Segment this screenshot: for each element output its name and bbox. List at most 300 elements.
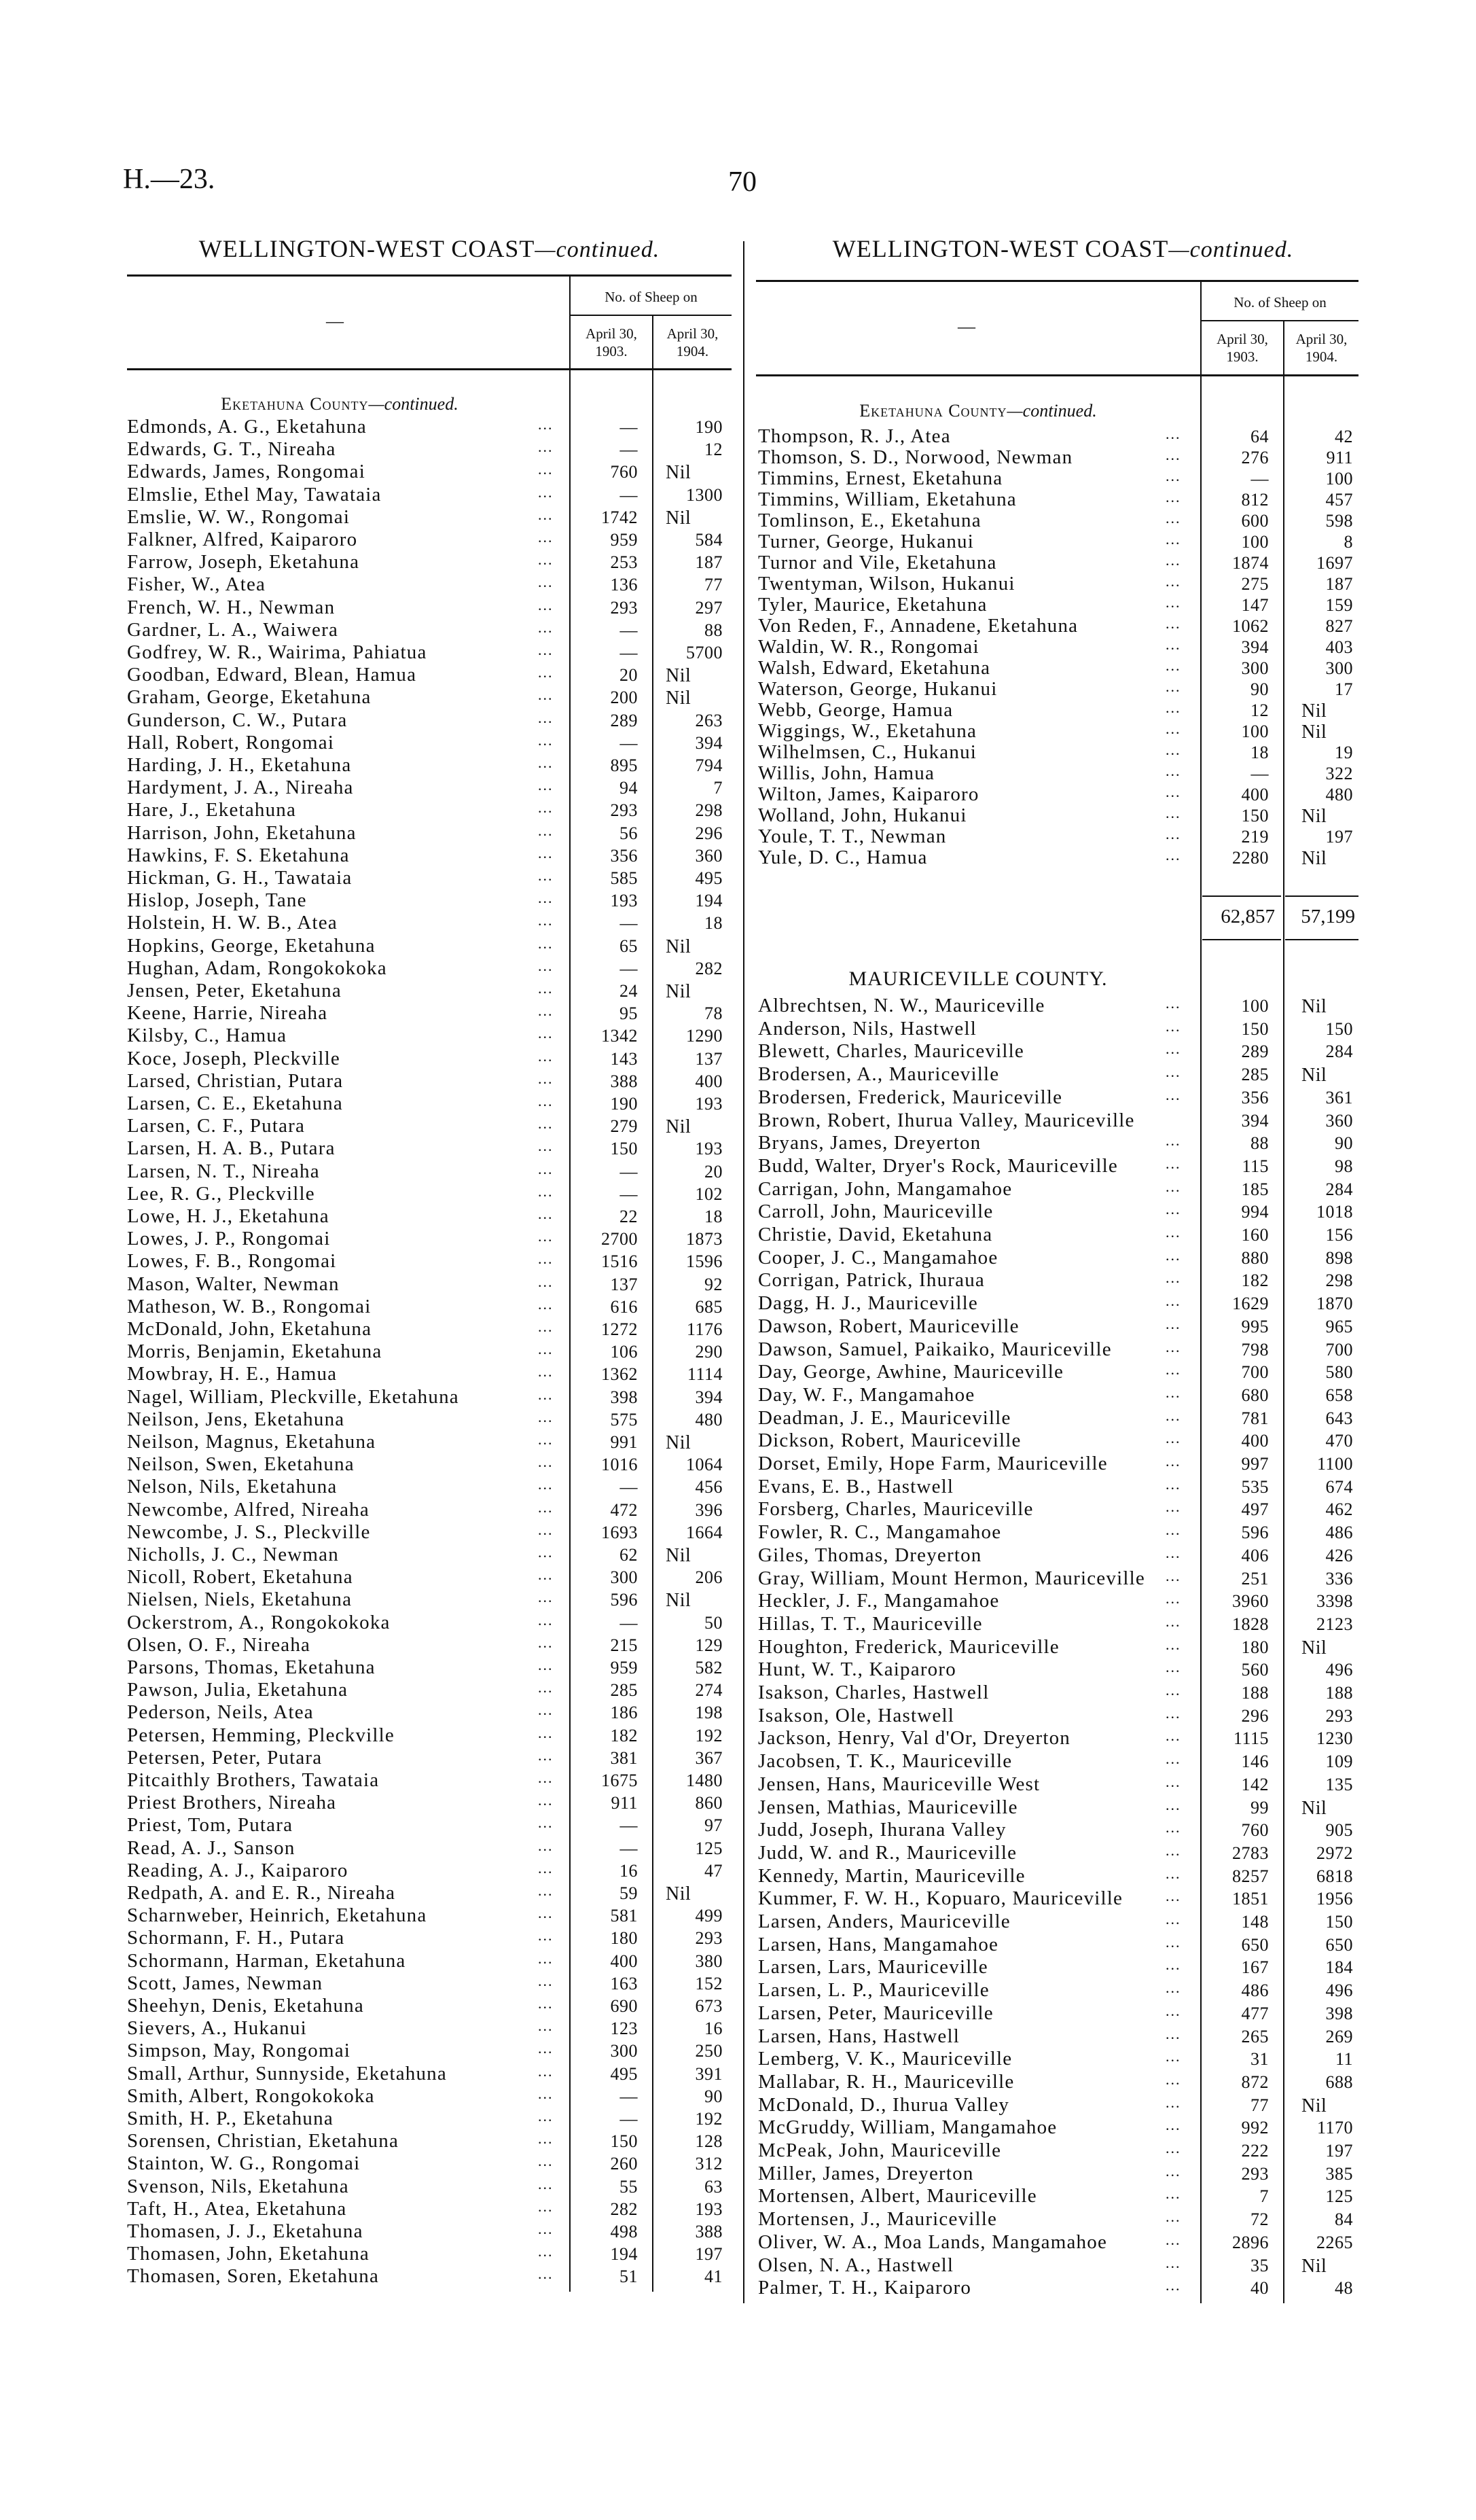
sheep-1904: 860: [695, 1793, 723, 1813]
sheep-1903: 994: [1241, 1202, 1269, 1222]
sheep-1904: 150: [1325, 1912, 1353, 1932]
sheep-1904: 426: [1325, 1545, 1353, 1565]
group-rule: [569, 315, 732, 316]
group-rule: [1200, 320, 1358, 321]
owner-name: Wilton, James, Kaiparoro: [758, 783, 979, 805]
leader-dots: ...: [538, 1814, 554, 1832]
leader-dots: ...: [1166, 804, 1181, 821]
sheep-1904: 1697: [1316, 553, 1353, 573]
sheep-1903: —: [619, 958, 638, 978]
sheep-1903: 180: [610, 1928, 638, 1949]
sheep-1904: 582: [695, 1658, 723, 1678]
owner-name: Houghton, Frederick, Mauriceville: [758, 1635, 1060, 1658]
sheep-1904: 274: [695, 1680, 723, 1701]
owner-name: Larsen, Hans, Mangamahoe: [758, 1933, 999, 1955]
title-suffix: —continued.: [1168, 237, 1294, 262]
total-1903: 62,857: [1221, 906, 1275, 927]
owner-name: Giles, Thomas, Dreyerton: [758, 1544, 982, 1566]
sheep-1903: 194: [610, 2244, 638, 2265]
leader-dots: ...: [1166, 594, 1181, 611]
leader-dots: ...: [538, 1656, 554, 1673]
leader-dots: ...: [538, 2084, 554, 2102]
owner-name: Jensen, Mathias, Mauriceville: [758, 1796, 1018, 1818]
sheep-1903: 219: [1241, 827, 1269, 847]
leader-dots: ...: [1166, 1040, 1181, 1058]
sheep-1903: 51: [619, 2267, 638, 2287]
sheep-1904: 480: [1325, 785, 1353, 804]
leader-dots: ...: [1166, 657, 1181, 674]
sheep-1903: 781: [1241, 1408, 1269, 1428]
owner-name: McDonald, D., Ihurua Valley: [758, 2093, 1010, 2116]
sheep-1903: 40: [1250, 2278, 1269, 2299]
owner-name: Anderson, Nils, Hastwell: [758, 1017, 977, 1040]
sheep-1904: 90: [704, 2086, 723, 2106]
owner-name: Dagg, H. J., Mauriceville: [758, 1292, 978, 1315]
leader-dots: ...: [1166, 1063, 1181, 1081]
sheep-1903: 872: [1241, 2072, 1269, 2092]
sheep-1903: 65: [619, 936, 638, 956]
owner-name: Dawson, Robert, Mauriceville: [758, 1315, 1020, 1337]
sheep-1903: 486: [1241, 1981, 1269, 2001]
sheep-1903: 1675: [601, 1771, 638, 1790]
sheep-1903: 95: [619, 1004, 638, 1024]
sheep-1904: 77: [704, 575, 723, 595]
sheep-1903: 293: [610, 597, 638, 618]
col-header-line: April 30,: [1295, 331, 1348, 347]
sheep-1904: 496: [1325, 1660, 1353, 1680]
leader-dots: ...: [1166, 1475, 1181, 1493]
owner-name: Ockerstrom, A., Rongokokoka: [127, 1611, 391, 1633]
leader-dots: ...: [1166, 2093, 1181, 2111]
owner-name: Schormann, F. H., Putara: [127, 1927, 345, 1949]
sheep-1904: 658: [1325, 1385, 1353, 1405]
sheep-1903: 1342: [601, 1026, 638, 1046]
leader-dots: ...: [1166, 1911, 1181, 1928]
owner-name: Lowe, H. J., Eketahuna: [127, 1205, 329, 1227]
sheep-1904: 129: [695, 1635, 723, 1655]
leader-dots: ...: [538, 1882, 554, 1899]
owner-name: Dickson, Robert, Mauriceville: [758, 1430, 1022, 1452]
leader-dots: ...: [1166, 1841, 1181, 1859]
owner-name: Von Reden, F., Annadene, Eketahuna: [758, 615, 1079, 637]
sheep-1904: Nil: [666, 936, 691, 957]
sheep-1903: 285: [610, 1680, 638, 1701]
sheep-1904: Nil: [666, 507, 691, 529]
owner-name: Dorset, Emily, Hope Farm, Mauriceville: [758, 1453, 1108, 1474]
sheep-1903: 400: [1241, 1431, 1269, 1451]
sheep-1904: 102: [695, 1184, 723, 1204]
leader-dots: ...: [1166, 762, 1181, 779]
sheep-1903: 300: [1241, 658, 1269, 678]
owner-name: Webb, George, Hamua: [758, 699, 954, 721]
owner-name: Tyler, Maurice, Eketahuna: [758, 594, 988, 616]
owner-name: Carrigan, John, Mangamahoe: [758, 1177, 1013, 1200]
sheep-1903: 560: [1241, 1660, 1269, 1680]
sheep-1904: 1170: [1316, 2118, 1353, 2138]
owner-name: McDonald, John, Eketahuna: [127, 1318, 372, 1340]
owner-name: Lee, R. G., Pleckville: [127, 1182, 315, 1205]
sheep-1903: 275: [1241, 574, 1269, 594]
sheep-1903: 123: [610, 2019, 638, 2039]
leader-dots: ...: [1166, 2254, 1181, 2271]
leader-dots: ...: [538, 1836, 554, 1854]
leader-dots: ...: [538, 461, 554, 478]
sheep-1903: 296: [1241, 1705, 1269, 1726]
sheep-1903: 356: [610, 845, 638, 866]
sheep-1904: Nil: [1301, 1797, 1327, 1819]
leader-dots: ...: [1166, 741, 1181, 758]
owner-name: Larsen, Anders, Mauriceville: [758, 1911, 1011, 1932]
leader-dots: ...: [1166, 636, 1181, 653]
sheep-1903: 997: [1241, 1454, 1269, 1474]
sheep-1903: 150: [610, 2131, 638, 2152]
sheep-1904: Nil: [1301, 2255, 1327, 2277]
leader-dots: ...: [1166, 1704, 1181, 1722]
owner-name: Judd, Joseph, Ihurana Valley: [758, 1819, 1007, 1841]
sheep-1903: 16: [619, 1860, 638, 1881]
leader-dots: ...: [538, 2108, 554, 2125]
owner-name: Smith, H. P., Eketahuna: [127, 2108, 334, 2129]
sheep-1904: 125: [1325, 2186, 1353, 2207]
sheep-1903: 143: [610, 1048, 638, 1069]
total-rule-bottom: [1285, 939, 1358, 940]
sheep-1904: 1290: [686, 1026, 723, 1046]
name-column-header: —: [958, 317, 975, 336]
owner-name: McGruddy, William, Mangamahoe: [758, 2116, 1058, 2139]
owner-name: Hopkins, George, Eketahuna: [127, 934, 376, 957]
sheep-1903: 182: [1241, 1271, 1269, 1291]
sheep-1903: 356: [1241, 1087, 1269, 1107]
sheep-1904: 11: [1335, 2049, 1353, 2070]
sheep-1903: 760: [1241, 1820, 1269, 1841]
sheep-1904: 263: [695, 710, 723, 730]
leader-dots: ...: [1166, 1269, 1181, 1287]
leader-dots: ...: [1166, 1430, 1181, 1447]
sheep-1904: 184: [1325, 1957, 1353, 1978]
owner-name: Gardner, L. A., Waiwera: [127, 618, 339, 641]
leader-dots: ...: [538, 686, 554, 704]
leader-dots: ...: [538, 799, 554, 817]
owner-name: Edwards, G. T., Nireaha: [127, 438, 336, 461]
sheep-1903: 1016: [601, 1455, 638, 1475]
sheep-1904: 92: [704, 1274, 723, 1294]
leader-dots: ...: [1166, 1177, 1181, 1195]
owner-name: Willis, John, Hamua: [758, 762, 935, 784]
sheep-1904: 1873: [686, 1229, 723, 1249]
owner-name: Keene, Harrie, Nireaha: [127, 1002, 328, 1025]
sheep-1904: 300: [1325, 658, 1353, 678]
leader-dots: ...: [538, 1069, 554, 1087]
sheep-count-group-header: No. of Sheep on: [605, 289, 698, 305]
owner-name: Neilson, Swen, Eketahuna: [127, 1453, 355, 1476]
sheep-1904: 187: [695, 552, 723, 573]
leader-dots: ...: [1166, 847, 1181, 864]
leader-dots: ...: [538, 1476, 554, 1493]
leader-dots: ...: [538, 1679, 554, 1697]
sheep-1903: 650: [1241, 1934, 1269, 1955]
leader-dots: ...: [538, 641, 554, 658]
sheep-1904: 128: [695, 2131, 723, 2152]
leader-dots: ...: [1166, 826, 1181, 842]
sheep-1904: 495: [695, 868, 723, 888]
sheep-1904: 580: [1325, 1362, 1353, 1383]
owner-name: Jackson, Henry, Val d'Or, Dreyerton: [758, 1727, 1071, 1750]
owner-name: Larsen, C. F., Putara: [127, 1115, 306, 1137]
sheep-1903: 1115: [1233, 1728, 1269, 1749]
owner-name: Twentyman, Wilson, Hukanui: [758, 573, 1015, 594]
owner-name: Hall, Robert, Rongomai: [127, 731, 335, 753]
leader-dots: ...: [1166, 2025, 1181, 2042]
sheep-1903: 575: [610, 1409, 638, 1430]
sheep-1903: 190: [610, 1094, 638, 1114]
owner-name: Scott, James, Newman: [127, 1972, 323, 1994]
sheep-1904: Nil: [666, 981, 691, 1002]
owner-name: Larsen, N. T., Nireaha: [127, 1160, 320, 1182]
sheep-1904: 187: [1325, 574, 1353, 594]
leader-dots: ...: [538, 2040, 554, 2057]
sheep-1904: 336: [1325, 1568, 1353, 1589]
owner-name: Day, W. F., Mangamahoe: [758, 1383, 975, 1406]
leader-dots: ...: [538, 731, 554, 749]
leader-dots: ...: [1166, 1796, 1181, 1813]
sheep-1903: 260: [610, 2154, 638, 2174]
owner-name: Goodban, Edward, Blean, Hamua: [127, 664, 417, 686]
sheep-1904: 360: [695, 845, 723, 866]
sheep-1904: 1596: [686, 1252, 723, 1272]
total-rule-top: [1202, 895, 1281, 897]
sheep-1903: 62: [619, 1545, 638, 1565]
leader-dots: ...: [538, 1724, 554, 1741]
sheep-1903: 64: [1250, 427, 1269, 446]
leader-dots: ...: [538, 1544, 554, 1561]
leader-dots: ...: [538, 1250, 554, 1268]
owner-name: Wolland, John, Hukanui: [758, 804, 967, 826]
owner-name: Thomson, S. D., Norwood, Newman: [758, 446, 1073, 468]
owner-name: Priest, Tom, Putara: [127, 1814, 293, 1836]
owner-name: Hardyment, J. A., Nireaha: [127, 777, 354, 799]
sheep-1903: 596: [1241, 1523, 1269, 1543]
sheep-1903: 381: [610, 1747, 638, 1768]
sheep-1904: 1300: [686, 484, 723, 505]
sheep-1904: Nil: [666, 1545, 691, 1566]
owner-name: Lemberg, V. K., Mauriceville: [758, 2048, 1013, 2070]
sheep-1904: Nil: [1301, 806, 1327, 827]
sheep-1903: 251: [1241, 1568, 1269, 1589]
sheep-1904: 198: [695, 1703, 723, 1723]
sheep-1904: 1230: [1316, 1728, 1353, 1749]
sheep-1904: 643: [1325, 1408, 1353, 1428]
owner-name: Larsen, Hans, Hastwell: [758, 2025, 960, 2047]
owner-name: Thomasen, John, Eketahuna: [127, 2243, 370, 2265]
owner-name: Isakson, Charles, Hastwell: [758, 1682, 990, 1703]
sheep-1904: 1018: [1316, 1202, 1353, 1222]
col-1904-header: [1284, 330, 1358, 366]
leader-dots: ...: [538, 777, 554, 794]
leader-dots: ...: [538, 1160, 554, 1177]
owner-name: Heckler, J. F., Mangamahoe: [758, 1590, 1000, 1612]
sheep-1904: 88: [704, 620, 723, 640]
leader-dots: ...: [538, 889, 554, 907]
sheep-1904: Nil: [666, 1883, 691, 1904]
sheep-1904: 137: [695, 1048, 723, 1069]
owner-name: Petersen, Hemming, Pleckville: [127, 1724, 395, 1746]
sheep-1904: 1114: [687, 1364, 723, 1385]
leader-dots: ...: [1166, 1635, 1181, 1653]
sheep-1903: —: [619, 732, 638, 753]
sheep-1904: 3398: [1316, 1591, 1353, 1612]
owner-name: Nelson, Nils, Eketahuna: [127, 1476, 338, 1498]
owner-name: Bryans, James, Dreyerton: [758, 1132, 982, 1154]
leader-dots: ...: [538, 438, 554, 456]
total-1904: 57,199: [1301, 906, 1355, 927]
owner-name: Gunderson, C. W., Putara: [127, 709, 348, 731]
leader-dots: ...: [1166, 1338, 1181, 1355]
sheep-1904: 192: [695, 1725, 723, 1745]
sheep-1903: 8257: [1232, 1866, 1269, 1886]
owner-name: Brown, Robert, Ihurua Valley, Mauriceville: [758, 1109, 1135, 1131]
owner-name: Harrison, John, Eketahuna: [127, 821, 357, 844]
sheep-1903: 1516: [601, 1252, 638, 1272]
sheep-1903: 394: [1241, 1110, 1269, 1131]
sheep-1903: 911: [611, 1793, 638, 1813]
leader-dots: ...: [538, 1318, 554, 1335]
sheep-1903: 18: [1250, 743, 1269, 762]
sheep-1904: 8: [1344, 532, 1353, 552]
sheep-1903: 285: [1241, 1065, 1269, 1085]
owner-name: French, W. H., Newman: [127, 596, 336, 618]
sheep-1904: Nil: [666, 688, 691, 709]
sheep-1903: 12: [1250, 700, 1269, 720]
sheep-1904: 1100: [1316, 1454, 1353, 1474]
sheep-1904: 394: [695, 732, 723, 753]
sheep-1904: 400: [695, 1071, 723, 1091]
leader-dots: ...: [1166, 1132, 1181, 1150]
sheep-1903: 585: [610, 868, 638, 888]
leader-dots: ...: [538, 1769, 554, 1786]
sheep-1904: 457: [1325, 490, 1353, 510]
owner-name: Falkner, Alfred, Kaiparoro: [127, 529, 358, 550]
owner-name: Koce, Joseph, Pleckville: [127, 1047, 340, 1069]
sheep-1903: —: [619, 620, 638, 640]
leader-dots: ...: [538, 1927, 554, 1945]
owner-name: Stainton, W. G., Rongomai: [127, 2152, 361, 2175]
sheep-1903: 2280: [1232, 848, 1269, 868]
title-suffix: —continued.: [535, 237, 660, 262]
sheep-1903: 700: [1241, 1362, 1269, 1383]
leader-dots: ...: [538, 1137, 554, 1155]
sheep-1904: 905: [1325, 1820, 1353, 1841]
sheep-1903: 31: [1250, 2049, 1269, 2070]
sheep-1903: 59: [619, 1883, 638, 1903]
leader-dots: ...: [1166, 1086, 1181, 1103]
header-bottom-rule: [756, 374, 1358, 376]
sheep-1903: 600: [1241, 511, 1269, 531]
sheep-1903: —: [619, 484, 638, 505]
owner-name: Turnor and Vile, Eketahuna: [758, 552, 997, 573]
sheep-1904: 125: [695, 1838, 723, 1858]
leader-dots: ...: [538, 844, 554, 862]
sheep-1903: 55: [619, 2176, 638, 2197]
leader-dots: ...: [1166, 510, 1181, 527]
leader-dots: ...: [1166, 2070, 1181, 2088]
owner-name: Pederson, Neils, Atea: [127, 1701, 314, 1724]
leader-dots: ...: [538, 980, 554, 997]
owner-name: Reading, A. J., Kaiparoro: [127, 1859, 348, 1881]
leader-dots: ...: [1166, 678, 1181, 695]
owner-name: Forsberg, Charles, Mauriceville: [758, 1498, 1034, 1521]
leader-dots: ...: [538, 1385, 554, 1403]
owner-name: Kummer, F. W. H., Kopuaro, Mauriceville: [758, 1887, 1123, 1910]
owner-name: Dawson, Samuel, Paikaiko, Mauriceville: [758, 1338, 1112, 1360]
leader-dots: ...: [1166, 1224, 1181, 1241]
owner-name: Yule, D. C., Hamua: [758, 847, 928, 868]
sheep-1904: Nil: [1301, 848, 1327, 869]
leader-dots: ...: [1166, 1315, 1181, 1332]
right-section-heading: [859, 401, 1096, 421]
sheep-1903: —: [619, 1838, 638, 1858]
leader-dots: ...: [1166, 573, 1181, 590]
owner-name: Nagel, William, Pleckville, Eketahuna: [127, 1385, 459, 1408]
leader-dots: ...: [538, 1115, 554, 1133]
sheep-1903: 398: [610, 1387, 638, 1407]
owner-name: Smith, Albert, Rongokokoka: [127, 2084, 375, 2107]
sheep-1903: 146: [1241, 1752, 1269, 1772]
owner-name: Budd, Walter, Dryer's Rock, Mauriceville: [758, 1154, 1118, 1177]
leader-dots: ...: [538, 529, 554, 546]
sheep-1904: 1664: [686, 1522, 723, 1542]
continued-label: —continued.: [368, 394, 458, 414]
col-1904-header: [653, 325, 732, 360]
sheep-1903: 959: [610, 530, 638, 550]
sheep-1903: 115: [1242, 1156, 1269, 1176]
sheep-1903: —: [619, 1477, 638, 1497]
leader-dots: ...: [538, 2197, 554, 2215]
owner-name: Mallabar, R. H., Mauriceville: [758, 2070, 1015, 2093]
owner-name: Albrechtsen, N. W., Mauriceville: [758, 995, 1045, 1016]
leader-dots: ...: [1166, 1956, 1181, 1974]
sheep-1903: 497: [1241, 1499, 1269, 1520]
sheep-1904: 462: [1325, 1499, 1353, 1520]
leader-dots: ...: [538, 912, 554, 929]
leader-dots: ...: [538, 1408, 554, 1425]
sheep-1903: 394: [1241, 637, 1269, 657]
owner-name: Hislop, Joseph, Tane: [127, 889, 307, 912]
owner-name: Scharnweber, Heinrich, Eketahuna: [127, 1904, 427, 1927]
owner-name: Waterson, George, Hukanui: [758, 678, 998, 700]
leader-dots: ...: [538, 2220, 554, 2237]
sheep-1903: 142: [1241, 1774, 1269, 1794]
sheep-1903: 7: [1259, 2186, 1269, 2207]
sheep-1903: 276: [1241, 448, 1269, 467]
sheep-1904: 293: [695, 1928, 723, 1949]
leader-dots: ...: [538, 1949, 554, 1967]
col-header-line: 1903.: [1226, 349, 1259, 365]
owner-name: Holstein, H. W. B., Atea: [127, 912, 338, 934]
column-divider: [743, 241, 744, 2303]
sheep-1903: 100: [1241, 722, 1269, 741]
sheep-1904: 403: [1325, 637, 1353, 657]
leader-dots: ...: [538, 1566, 554, 1584]
sheep-1904: 190: [695, 417, 723, 437]
sheep-1904: 78: [704, 1004, 723, 1024]
sheep-1903: 293: [610, 800, 638, 821]
sheep-1903: —: [1250, 469, 1269, 489]
owner-name: Matheson, W. B., Rongomai: [127, 1295, 372, 1317]
owner-name: Sheehyn, Denis, Eketahuna: [127, 1995, 364, 2017]
leader-dots: ...: [1166, 2277, 1181, 2294]
sheep-1903: 282: [610, 2199, 638, 2219]
leader-dots: ...: [1166, 446, 1181, 463]
